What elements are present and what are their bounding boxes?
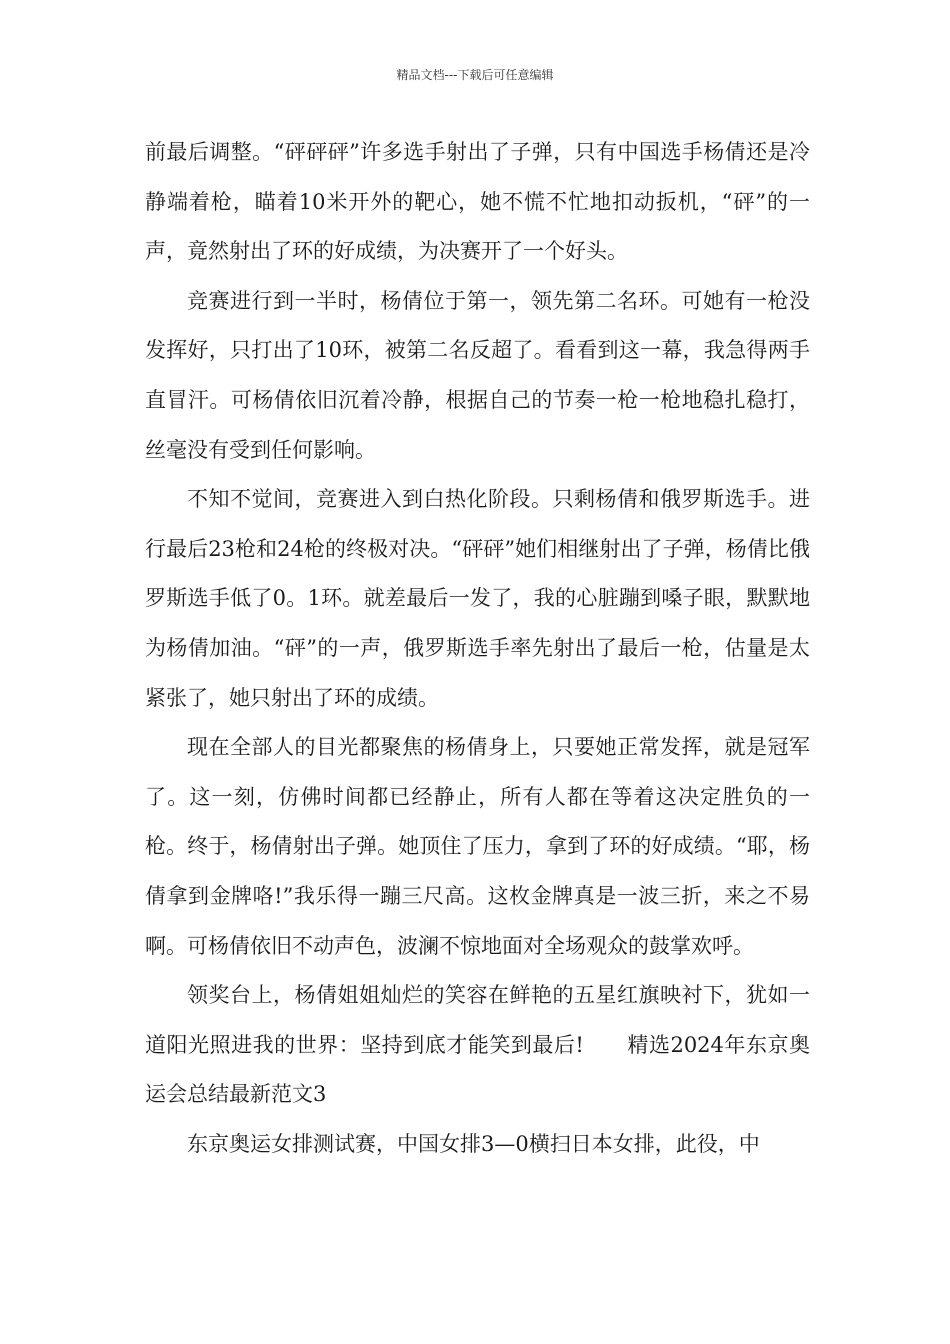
paragraph-6: 东京奥运女排测试赛，中国女排3—0横扫日本女排，此役，中	[187, 1131, 760, 1156]
paragraph-3: 不知不觉间，竞赛进入到白热化阶段。只剩杨倩和俄罗斯选手。进行最后23枪和24枪的终极对决。“砰砰”她们相继射出了子弹，杨倩比俄罗斯选手低了0。1环。就差最后一发了，我的心脏蹦到嗓子眼，默默地为杨倩加油。“砰”的一声，俄罗斯选手率先射出了最后一枪，估量是太紧张了，她只射出了环的成绩。	[145, 487, 810, 710]
page-header: 精品文档---下载后可任意编辑	[396, 68, 554, 82]
paragraph-2: 竞赛进行到一半时，杨倩位于第一，领先第二名环。可她有一枪没发挥好，只打出了10环，被第二名反超了。看看到这一幕，我急得两手直冒汗。可杨倩依旧沉着冷静，根据自己的节奏一枪一枪地稳扎稳打，丝毫没有受到任何影响。	[145, 288, 810, 462]
paragraph-1: 前最后调整。“砰砰砰”许多选手射出了子弹，只有中国选手杨倩还是冷静端着枪，瞄着10米开外的靶心，她不慌不忙地扣动扳机，“砰”的一声，竟然射出了环的好成绩，为决赛开了一个好头。	[145, 140, 810, 264]
document-body	[145, 128, 810, 1169]
paragraph-5: 领奖台上，杨倩姐姐灿烂的笑容在鲜艳的五星红旗映衬下，犹如一道阳光照进我的世界：坚持到底才能笑到最后! 精选2024年东京奥运会总结最新范文3	[145, 983, 810, 1107]
paragraph-4: 现在全部人的目光都聚焦的杨倩身上，只要她正常发挥，就是冠军了。这一刻，仿佛时间都已经静止，所有人都在等着这决定胜负的一枪。终于，杨倩射出子弹。她顶住了压力，拿到了环的好成绩。“耶，杨倩拿到金牌咯!”我乐得一蹦三尺高。这枚金牌真是一波三折，来之不易啊。可杨倩依旧不动声色，波澜不惊地面对全场观众的鼓掌欢呼。	[145, 735, 810, 958]
